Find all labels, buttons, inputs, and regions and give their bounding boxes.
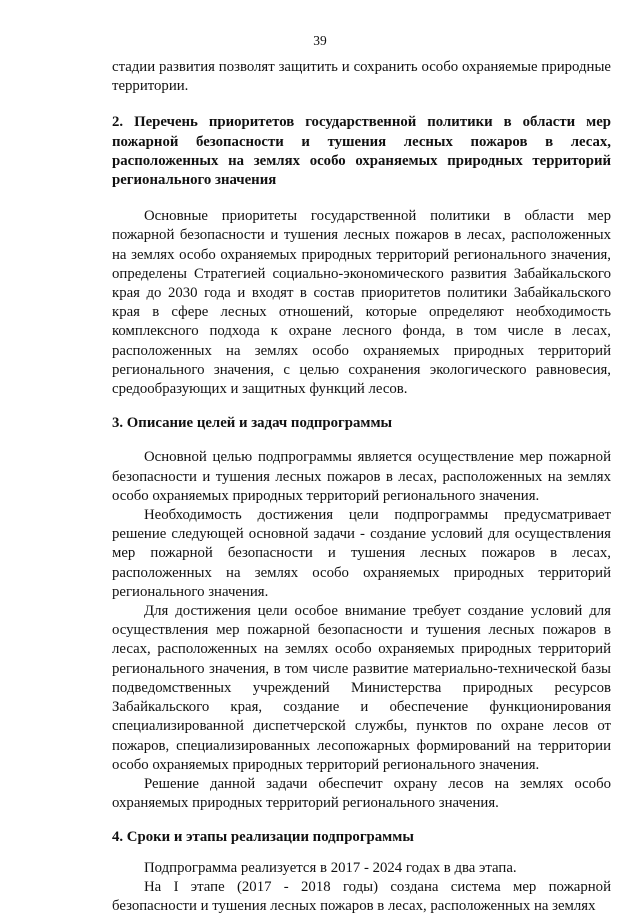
paragraph-main-task: Необходимость достижения цели подпрограммы предусматривает решение следующей основной задачи - создание условий для осуществления мер пожарной безопасности и тушения лесных пожаров в лесах, расположенных на землях особо охраняемых природных территорий регионального значения. [112,507,611,600]
paragraph-priorities: Основные приоритеты государственной политики в области мер пожарной безопасности и тушения лесных пожаров в лесах, расположенных на землях особо охраняемых природных территорий регионального значения, определены Стратегией социально-экономического развития Забайкальского края до 2030 года и входят в состав приоритетов политики Забайкальского края в сфере лесных отношений, которые определяют необходимость комплексного подхода к охране лесного фонда, в том числе в лесах, расположенных на землях особо охраняемых природных территорий регионального значения, с целью сохранения экологического равновесия, средообразующих и защитных функций лесов. [112,208,611,398]
paragraph-continuation: стадии развития позволят защитить и сохранить особо охраняемые природные территории. [112,59,611,95]
paragraph-main-goal: Основной целью подпрограммы является осуществление мер пожарной безопасности и тушения лесных пожаров в лесах, расположенных на землях особо охраняемых природных территорий регионального значения. [112,449,611,504]
paragraph-stage-1: На I этапе (2017 - 2018 годы) создана система мер пожарной безопасности и тушения лесных пожаров в лесах, расположенных на землях [112,878,611,914]
section-heading-3: 3. Описание целей и задач подпрограммы [112,415,393,432]
paragraph-timeline: Подпрограмма реализуется в 2017 - 2024 годах в два этапа. [144,859,517,876]
paragraph-conditions: Для достижения цели особое внимание требует создание условий для осуществления мер пожарной безопасности и тушения лесных пожаров в лесах, расположенных на землях особо охраняемых природных территорий регионального значения, в том числе развитие материально-технической базы подведомственных учреждений Министерства природных ресурсов Забайкальского края, создание и обеспечение функционирования специализированной диспетчерской службы, пунктов по охране лесов от пожаров, специализированных лесопожарных формирований на территории особо охраняемых природных территорий регионального значения. [112,603,611,773]
paragraph-task-result: Решение данной задачи обеспечит охрану лесов на землях особо охраняемых природных территорий регионального значения. [112,775,611,812]
section-heading-2: 2. Перечень приоритетов государственной политики в области мер пожарной безопасности и тушения лесных пожаров в лесах, расположенных на землях особо охраняемых природных территорий регионального значения [112,114,611,189]
document-body [112,58,611,916]
section-heading-4: 4. Сроки и этапы реализации подпрограммы [112,829,414,846]
page-number: 39 [313,33,327,48]
